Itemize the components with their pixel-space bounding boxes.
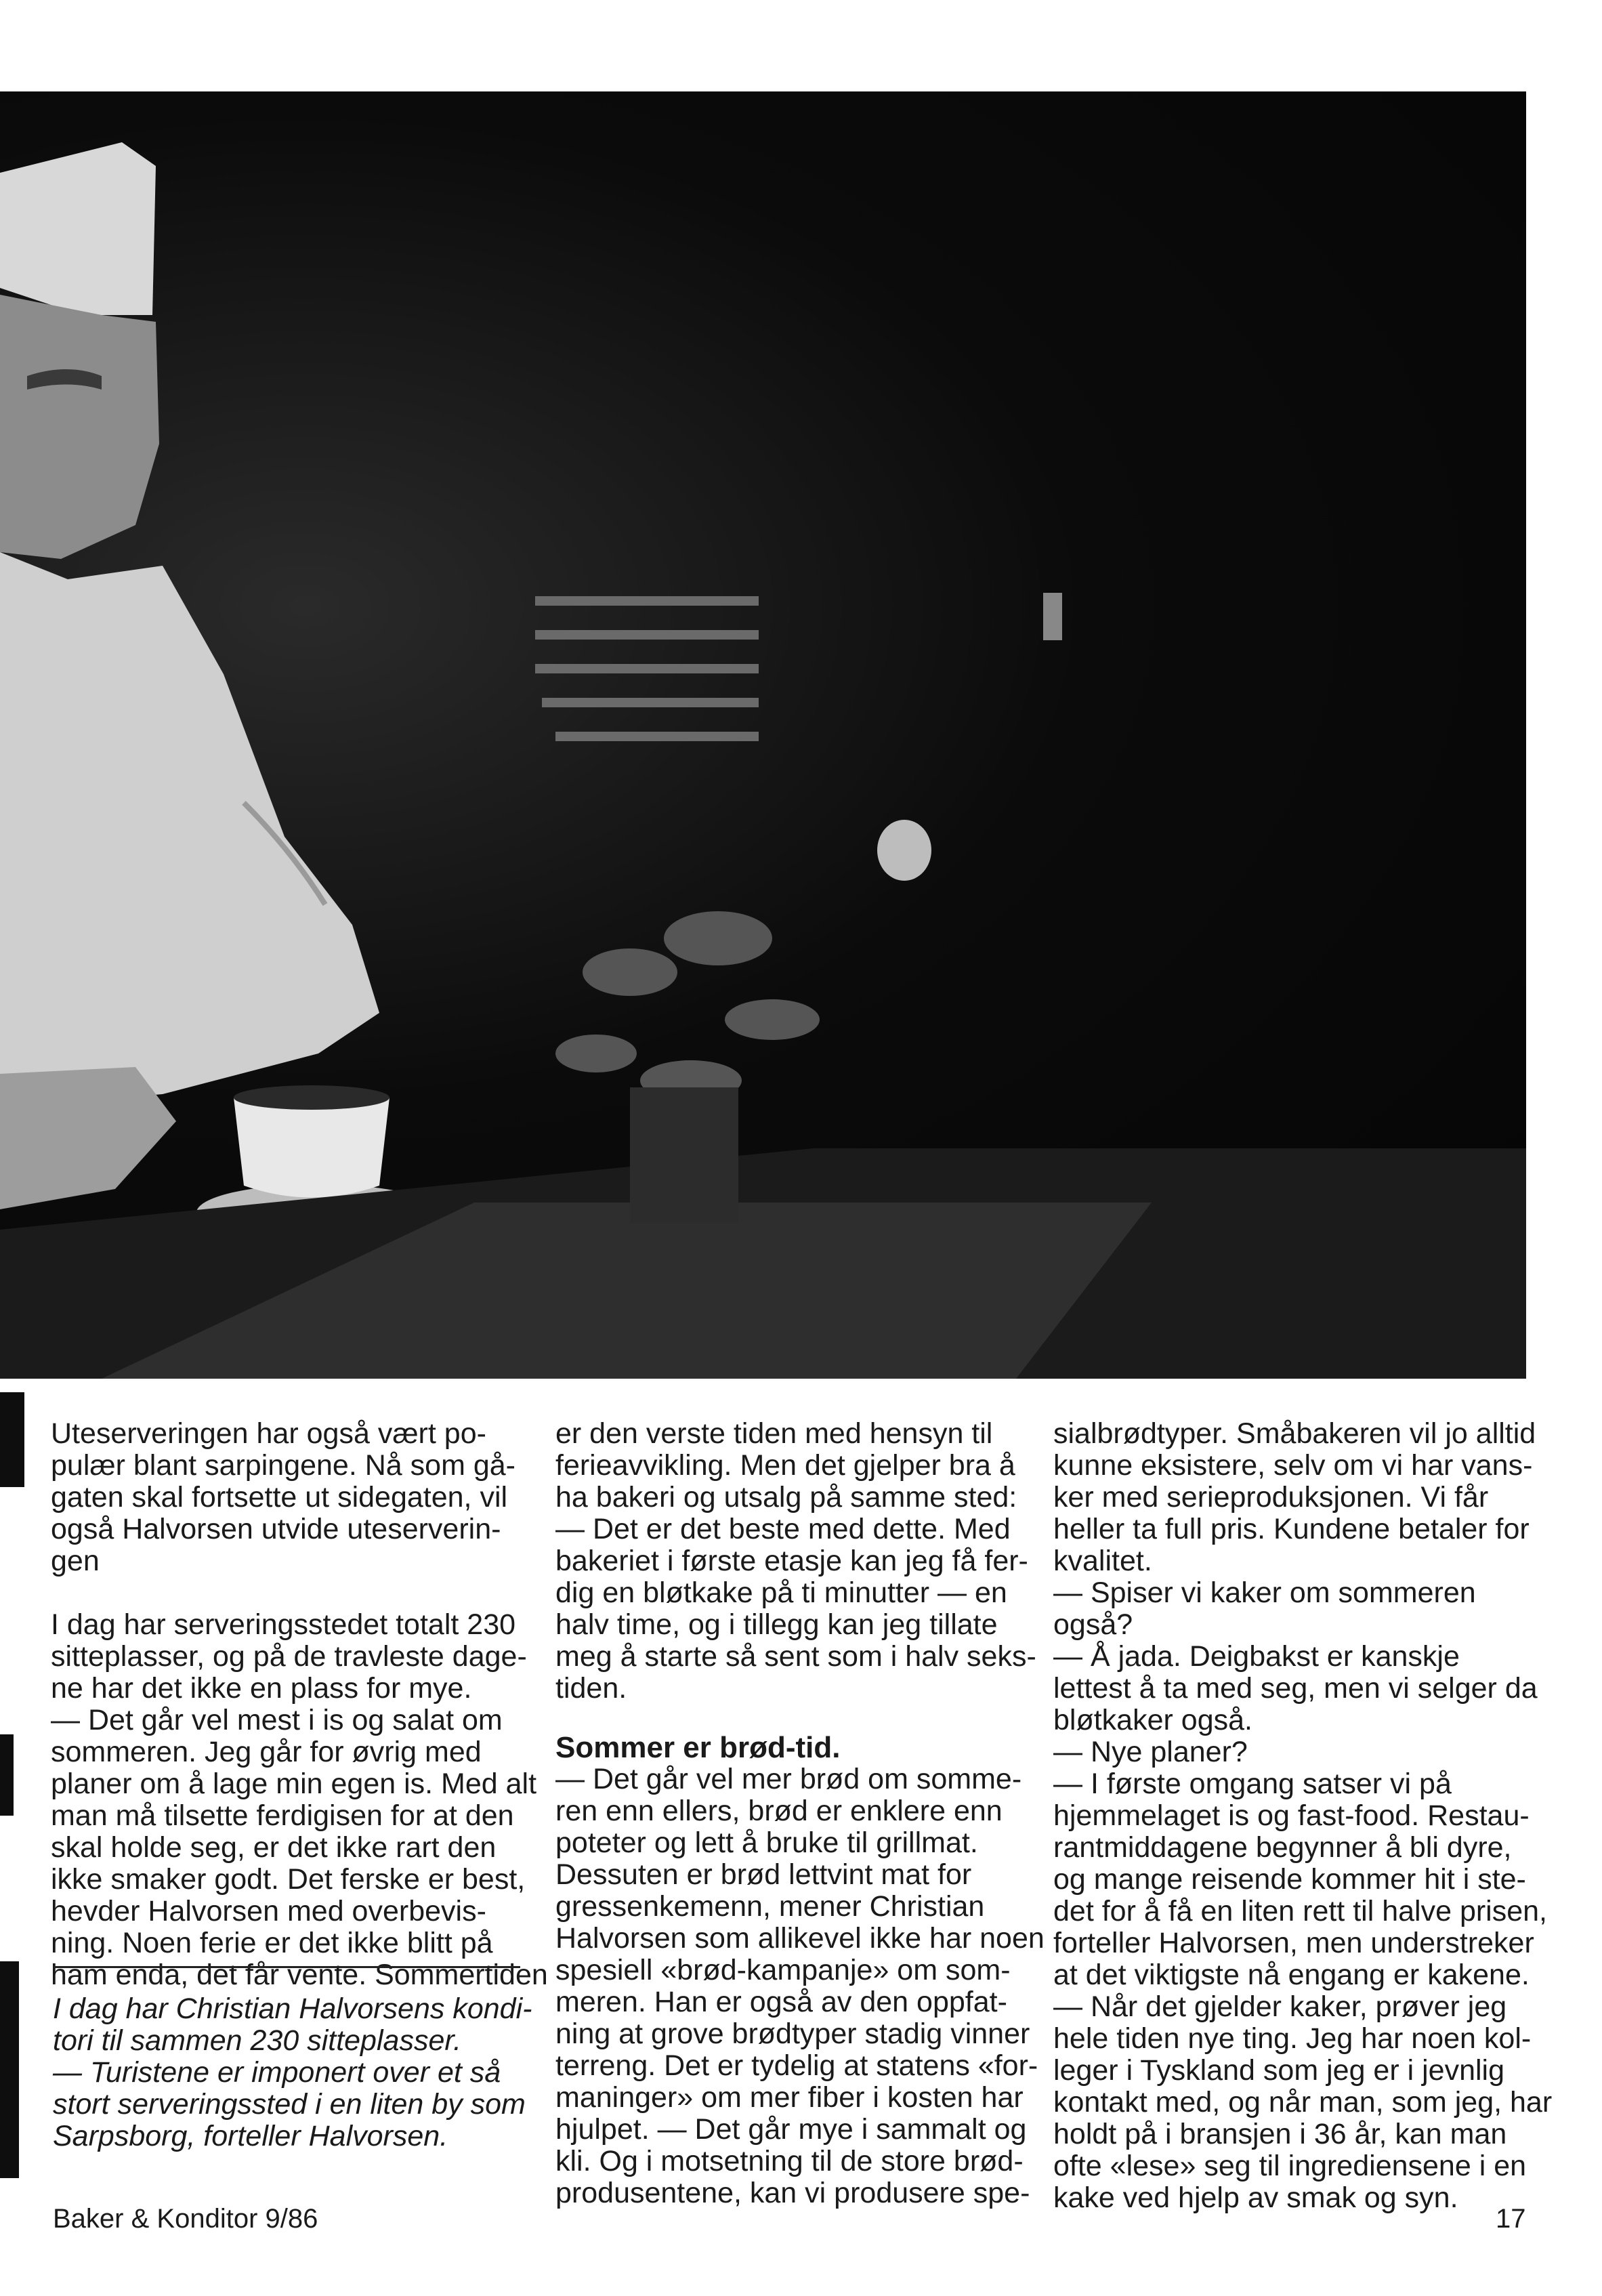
article-column-1: [51, 1418, 548, 1991]
page-number: 17: [1496, 2204, 1526, 2234]
text-line: ham enda, det får vente. Sommertiden: [51, 1959, 548, 1991]
text-line: ker med serieproduksjonen. Vi får: [1053, 1481, 1489, 1514]
caption-line: — Turistene er imponert over et så: [53, 2056, 501, 2089]
text-line: ning. Noen ferie er det ikke blitt på: [51, 1927, 493, 1959]
text-line: gen: [51, 1545, 100, 1577]
text-line: maninger» om mer fiber i kosten har: [555, 2081, 1024, 2114]
text-line: bakeriet i første etasje kan jeg få fer-: [555, 1545, 1028, 1577]
text-line: dig en bløtkake på ti minutter — en: [555, 1577, 1007, 1609]
text-line: ne har det ikke en plass for mye.: [51, 1672, 472, 1705]
text-line: — Å jada. Deigbakst er kanskje: [1053, 1640, 1460, 1673]
magazine-footer: Baker & Konditor 9/86: [53, 2204, 318, 2234]
article-column-2: [555, 1418, 1045, 2209]
text-line: rantmiddagene begynner å bli dyre,: [1053, 1831, 1512, 1864]
text-line: — Når det gjelder kaker, prøver jeg: [1053, 1990, 1507, 2023]
text-line: er den verste tiden med hensyn til: [555, 1417, 993, 1450]
text-line: ferieavvikling. Men det gjelper bra å: [555, 1449, 1015, 1482]
text-line: kvalitet.: [1053, 1545, 1152, 1577]
text-line: produsentene, kan vi produsere spe-: [555, 2177, 1030, 2209]
text-line: meren. Han er også av den oppfat-: [555, 1986, 1007, 2018]
text-line: hevder Halvorsen med overbevis-: [51, 1895, 486, 1927]
text-line: leger i Tyskland som jeg er i jevnlig: [1053, 2054, 1505, 2087]
text-line: — I første omgang satser vi på: [1053, 1768, 1452, 1800]
text-line: gaten skal fortsette ut sidegaten, vil: [51, 1481, 508, 1514]
text-line: kake ved hjelp av smak og syn.: [1053, 2182, 1458, 2214]
text-line: også Halvorsen utvide uteserverin-: [51, 1513, 501, 1545]
photo-edge-strip: [0, 1392, 24, 1487]
text-line: forteller Halvorsen, men understreker: [1053, 1927, 1534, 1959]
text-line: — Spiser vi kaker om sommeren: [1053, 1577, 1476, 1609]
text-line: poteter og lett å bruke til grillmat.: [555, 1827, 978, 1859]
text-line: — Nye planer?: [1053, 1736, 1248, 1768]
photo-caption: [53, 1993, 532, 2152]
text-line: ha bakeri og utsalg på samme sted:: [555, 1481, 1017, 1514]
caption-divider: [53, 1966, 520, 1968]
text-line: holdt på i bransjen i 36 år, kan man: [1053, 2118, 1507, 2150]
text-line: lettest å ta med seg, men vi selger da: [1053, 1672, 1538, 1705]
article-column-3: [1053, 1418, 1552, 2214]
text-line: terreng. Det er tydelig at statens «for-: [555, 2049, 1038, 2082]
text-line: planer om å lage min egen is. Med alt: [51, 1768, 537, 1800]
text-line: pulær blant sarpingene. Nå som gå-: [51, 1449, 515, 1482]
text-line: Uteserveringen har også vært po-: [51, 1417, 486, 1450]
text-line: ren enn ellers, brød er enklere enn: [555, 1795, 1003, 1827]
text-line: skal holde seg, er det ikke rart den: [51, 1831, 497, 1864]
text-line: hjemmelaget is og fast-food. Restau-: [1053, 1799, 1530, 1832]
caption-line: I dag har Christian Halvorsens kondi-: [53, 1992, 532, 2025]
text-line: heller ta full pris. Kundene betaler for: [1053, 1513, 1530, 1545]
text-line: Dessuten er brød lettvint mat for: [555, 1858, 972, 1891]
text-line: hjulpet. — Det går mye i sammalt og: [555, 2113, 1027, 2146]
text-line: og mange reisende kommer hit i ste-: [1053, 1863, 1526, 1896]
text-line: sitteplasser, og på de travleste dage-: [51, 1640, 527, 1673]
text-line: — Det er det beste med dette. Med: [555, 1513, 1011, 1545]
text-line: I dag har serveringsstedet totalt 230: [51, 1608, 516, 1641]
text-line: gressenkemenn, mener Christian: [555, 1890, 985, 1923]
text-line: hele tiden nye ting. Jeg har noen kol-: [1053, 2022, 1532, 2055]
caption-line: stort serveringssted i en liten by som: [53, 2088, 526, 2121]
text-line: ikke smaker godt. Det ferske er best,: [51, 1863, 526, 1896]
text-line: kli. Og i motsetning til de store brød-: [555, 2145, 1024, 2177]
text-line: man må tilsette ferdigisen for at den: [51, 1799, 514, 1832]
text-line: tiden.: [555, 1672, 627, 1705]
text-line: meg å starte så sent som i halv seks-: [555, 1640, 1036, 1673]
photo-baker-at-table-icon: [0, 91, 1526, 1379]
text-line: halv time, og i tillegg kan jeg tillate: [555, 1608, 998, 1641]
photo-edge-strip: [0, 1961, 19, 2178]
baker-photo: [0, 91, 1526, 1379]
text-line: spesiell «brød-kampanje» om som-: [555, 1954, 1011, 1986]
text-line: kunne eksistere, selv om vi har vans-: [1053, 1449, 1533, 1482]
photo-edge-strip: [0, 1734, 14, 1816]
text-line: ning at grove brødtyper stadig vinner: [555, 2018, 1030, 2050]
text-line: det for å få en liten rett til halve prisen,: [1053, 1895, 1548, 1927]
section-heading: Sommer er brød-tid.: [555, 1731, 841, 1764]
text-line: sommeren. Jeg går for øvrig med: [51, 1736, 482, 1768]
text-line: sialbrødtyper. Småbakeren vil jo alltid: [1053, 1417, 1536, 1450]
text-line: også?: [1053, 1608, 1133, 1641]
caption-line: tori til sammen 230 sitteplasser.: [53, 2024, 462, 2057]
text-line: kontakt med, og når man, som jeg, har: [1053, 2086, 1553, 2118]
text-line: — Det går vel mer brød om somme-: [555, 1763, 1022, 1795]
caption-line: Sarpsborg, forteller Halvorsen.: [53, 2120, 448, 2152]
text-line: ofte «lese» seg til ingrediensene i en: [1053, 2150, 1527, 2182]
text-line: — Det går vel mest i is og salat om: [51, 1704, 503, 1736]
text-line: bløtkaker også.: [1053, 1704, 1252, 1736]
text-line: at det viktigste nå engang er kakene.: [1053, 1959, 1530, 1991]
text-line: Halvorsen som allikevel ikke har noen: [555, 1922, 1045, 1955]
